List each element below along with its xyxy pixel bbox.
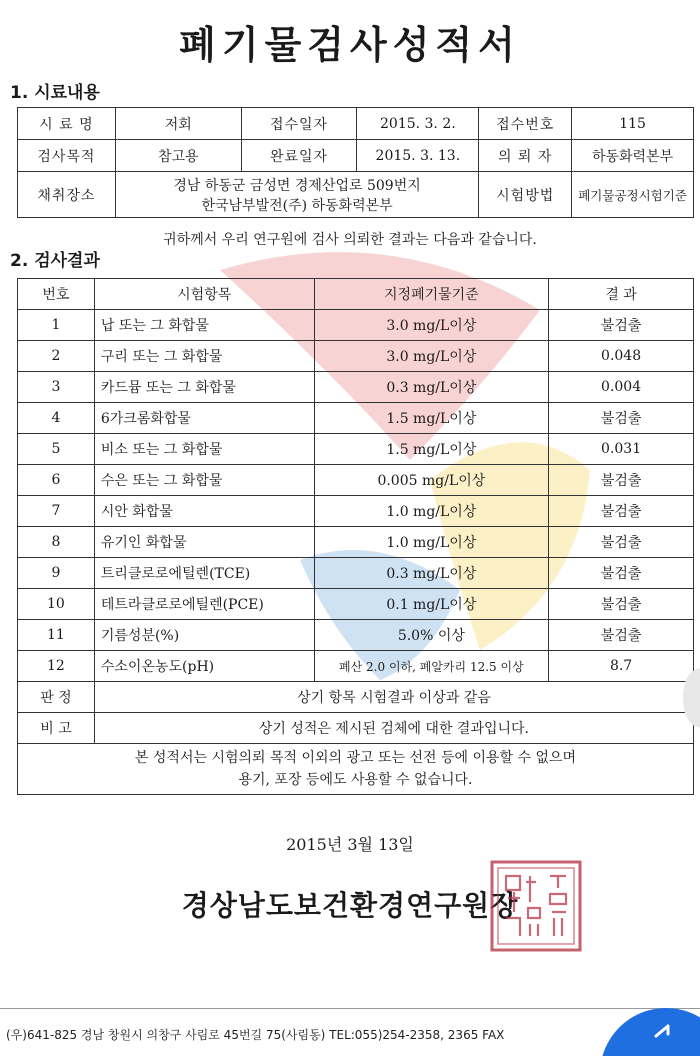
receipt-date-label: 접수일자 bbox=[241, 108, 357, 140]
table-row bbox=[18, 341, 694, 372]
row-standard: 3.0 mg/L이상 bbox=[314, 310, 549, 341]
row-number: 6 bbox=[18, 465, 95, 496]
results-body bbox=[18, 310, 694, 682]
row-number: 1 bbox=[18, 310, 95, 341]
header-number: 번호 bbox=[18, 279, 95, 310]
row-result: 불검출 bbox=[549, 465, 694, 496]
row-result: 불검출 bbox=[549, 589, 694, 620]
sampling-place-label: 채취장소 bbox=[18, 172, 116, 218]
issue-date: 2015년 3월 13일 bbox=[286, 835, 414, 854]
row-test-item: 수소이온농도(pH) bbox=[94, 651, 314, 682]
row-number: 12 bbox=[18, 651, 95, 682]
row-test-item: 납 또는 그 화합물 bbox=[94, 310, 314, 341]
row-standard: 5.0% 이상 bbox=[314, 620, 549, 651]
row-number: 10 bbox=[18, 589, 95, 620]
row-test-item: 비소 또는 그 화합물 bbox=[94, 434, 314, 465]
receipt-number-label: 접수번호 bbox=[479, 108, 572, 140]
row-test-item: 6가크롬화합물 bbox=[94, 403, 314, 434]
row-number: 11 bbox=[18, 620, 95, 651]
sample-name-value: 저회 bbox=[115, 108, 241, 140]
requester-value: 하동화력본부 bbox=[572, 140, 694, 172]
purpose-value: 참고용 bbox=[115, 140, 241, 172]
row-result: 불검출 bbox=[549, 496, 694, 527]
row-standard: 3.0 mg/L이상 bbox=[314, 341, 549, 372]
usage-notice-line1: 본 성적서는 시험의뢰 목적 이외의 광고 또는 선전 등에 이용할 수 없으며 bbox=[134, 750, 577, 766]
remark-value: 상기 성적은 제시된 검체에 대한 결과입니다. bbox=[94, 713, 693, 744]
row-test-item: 시안 화합물 bbox=[94, 496, 314, 527]
header-result: 결 과 bbox=[549, 279, 694, 310]
row-test-item: 카드뮴 또는 그 화합물 bbox=[94, 372, 314, 403]
receipt-number-value: 115 bbox=[572, 108, 694, 140]
row-standard: 1.0 mg/L이상 bbox=[314, 496, 549, 527]
row-number: 2 bbox=[18, 341, 95, 372]
floating-action-button[interactable] bbox=[598, 1004, 700, 1056]
completion-date-value: 2015. 3. 13. bbox=[357, 140, 479, 172]
official-seal-stamp bbox=[488, 858, 584, 954]
row-standard: 1.5 mg/L이상 bbox=[314, 434, 549, 465]
row-test-item: 기름성분(%) bbox=[94, 620, 314, 651]
table-row bbox=[18, 620, 694, 651]
table-row bbox=[18, 465, 694, 496]
test-method-label: 시험방법 bbox=[479, 172, 572, 218]
document-title: 폐기물검사성적서 bbox=[179, 22, 521, 67]
section-sample-info-heading: 1. 시료내용 bbox=[10, 83, 100, 103]
footer-divider bbox=[0, 1008, 700, 1009]
completion-date-label: 완료일자 bbox=[241, 140, 357, 172]
row-result: 불검출 bbox=[549, 620, 694, 651]
row-result: 8.7 bbox=[549, 651, 694, 682]
side-scroll-tab[interactable] bbox=[683, 668, 700, 728]
table-row bbox=[18, 651, 694, 682]
row-test-item: 수은 또는 그 화합물 bbox=[94, 465, 314, 496]
section-results-heading: 2. 검사결과 bbox=[10, 251, 100, 271]
row-test-item: 테트라클로로에틸렌(PCE) bbox=[94, 589, 314, 620]
table-row bbox=[18, 558, 694, 589]
row-result: 불검출 bbox=[549, 558, 694, 589]
row-number: 3 bbox=[18, 372, 95, 403]
row-number: 8 bbox=[18, 527, 95, 558]
table-row bbox=[18, 403, 694, 434]
receipt-date-value: 2015. 3. 2. bbox=[357, 108, 479, 140]
usage-notice-row bbox=[18, 744, 694, 795]
sampling-place-line1: 경남 하동군 금성면 경제산업로 509번지 bbox=[173, 177, 421, 194]
row-result: 불검출 bbox=[549, 310, 694, 341]
row-number: 4 bbox=[18, 403, 95, 434]
row-result: 0.048 bbox=[549, 341, 694, 372]
sampling-place-line2: 한국남부발전(주) 하동화력본부 bbox=[201, 197, 393, 214]
row-result: 0.004 bbox=[549, 372, 694, 403]
row-test-item: 구리 또는 그 화합물 bbox=[94, 341, 314, 372]
row-standard: 0.005 mg/L이상 bbox=[314, 465, 549, 496]
institute-address: (우)641-825 경남 창원시 의창구 사림로 45번길 75(사림동) TEL:055)254-2358, 2365 FAX bbox=[6, 1028, 505, 1042]
issuer-name: 경상남도보건환경연구원장 bbox=[181, 889, 519, 922]
header-standard: 지정폐기물기준 bbox=[314, 279, 549, 310]
row-result: 불검출 bbox=[549, 527, 694, 558]
purpose-label: 검사목적 bbox=[18, 140, 116, 172]
table-row bbox=[18, 496, 694, 527]
remark-label: 비 고 bbox=[18, 713, 95, 744]
test-method-value: 폐기물공정시험기준 bbox=[572, 172, 694, 218]
judgement-row bbox=[18, 682, 694, 713]
row-standard: 0.3 mg/L이상 bbox=[314, 372, 549, 403]
usage-notice-line2: 용기, 포장 등에도 사용할 수 없습니다. bbox=[238, 772, 473, 788]
sampling-place-value bbox=[115, 172, 478, 218]
row-test-item: 유기인 화합물 bbox=[94, 527, 314, 558]
row-standard: 1.0 mg/L이상 bbox=[314, 527, 549, 558]
results-table bbox=[17, 278, 694, 795]
request-notice: 귀하께서 우리 연구원에 검사 의뢰한 결과는 다음과 같습니다. bbox=[163, 232, 537, 248]
sample-info-table bbox=[17, 107, 694, 218]
remark-row bbox=[18, 713, 694, 744]
row-result: 0.031 bbox=[549, 434, 694, 465]
judgement-label: 판 정 bbox=[18, 682, 95, 713]
header-test-item: 시험항목 bbox=[94, 279, 314, 310]
row-standard: 0.1 mg/L이상 bbox=[314, 589, 549, 620]
row-number: 9 bbox=[18, 558, 95, 589]
row-number: 5 bbox=[18, 434, 95, 465]
row-standard: 1.5 mg/L이상 bbox=[314, 403, 549, 434]
row-standard: 0.3 mg/L이상 bbox=[314, 558, 549, 589]
row-number: 7 bbox=[18, 496, 95, 527]
results-header-row bbox=[18, 279, 694, 310]
requester-label: 의 뢰 자 bbox=[479, 140, 572, 172]
usage-notice bbox=[18, 744, 694, 795]
table-row bbox=[18, 527, 694, 558]
row-result: 불검출 bbox=[549, 403, 694, 434]
table-row bbox=[18, 310, 694, 341]
table-row bbox=[18, 372, 694, 403]
judgement-value: 상기 항목 시험결과 이상과 같음 bbox=[94, 682, 693, 713]
row-standard: 폐산 2.0 이하, 폐알카리 12.5 이상 bbox=[314, 651, 549, 682]
sample-name-label: 시 료 명 bbox=[18, 108, 116, 140]
row-test-item: 트리클로로에틸렌(TCE) bbox=[94, 558, 314, 589]
table-row bbox=[18, 434, 694, 465]
table-row bbox=[18, 589, 694, 620]
